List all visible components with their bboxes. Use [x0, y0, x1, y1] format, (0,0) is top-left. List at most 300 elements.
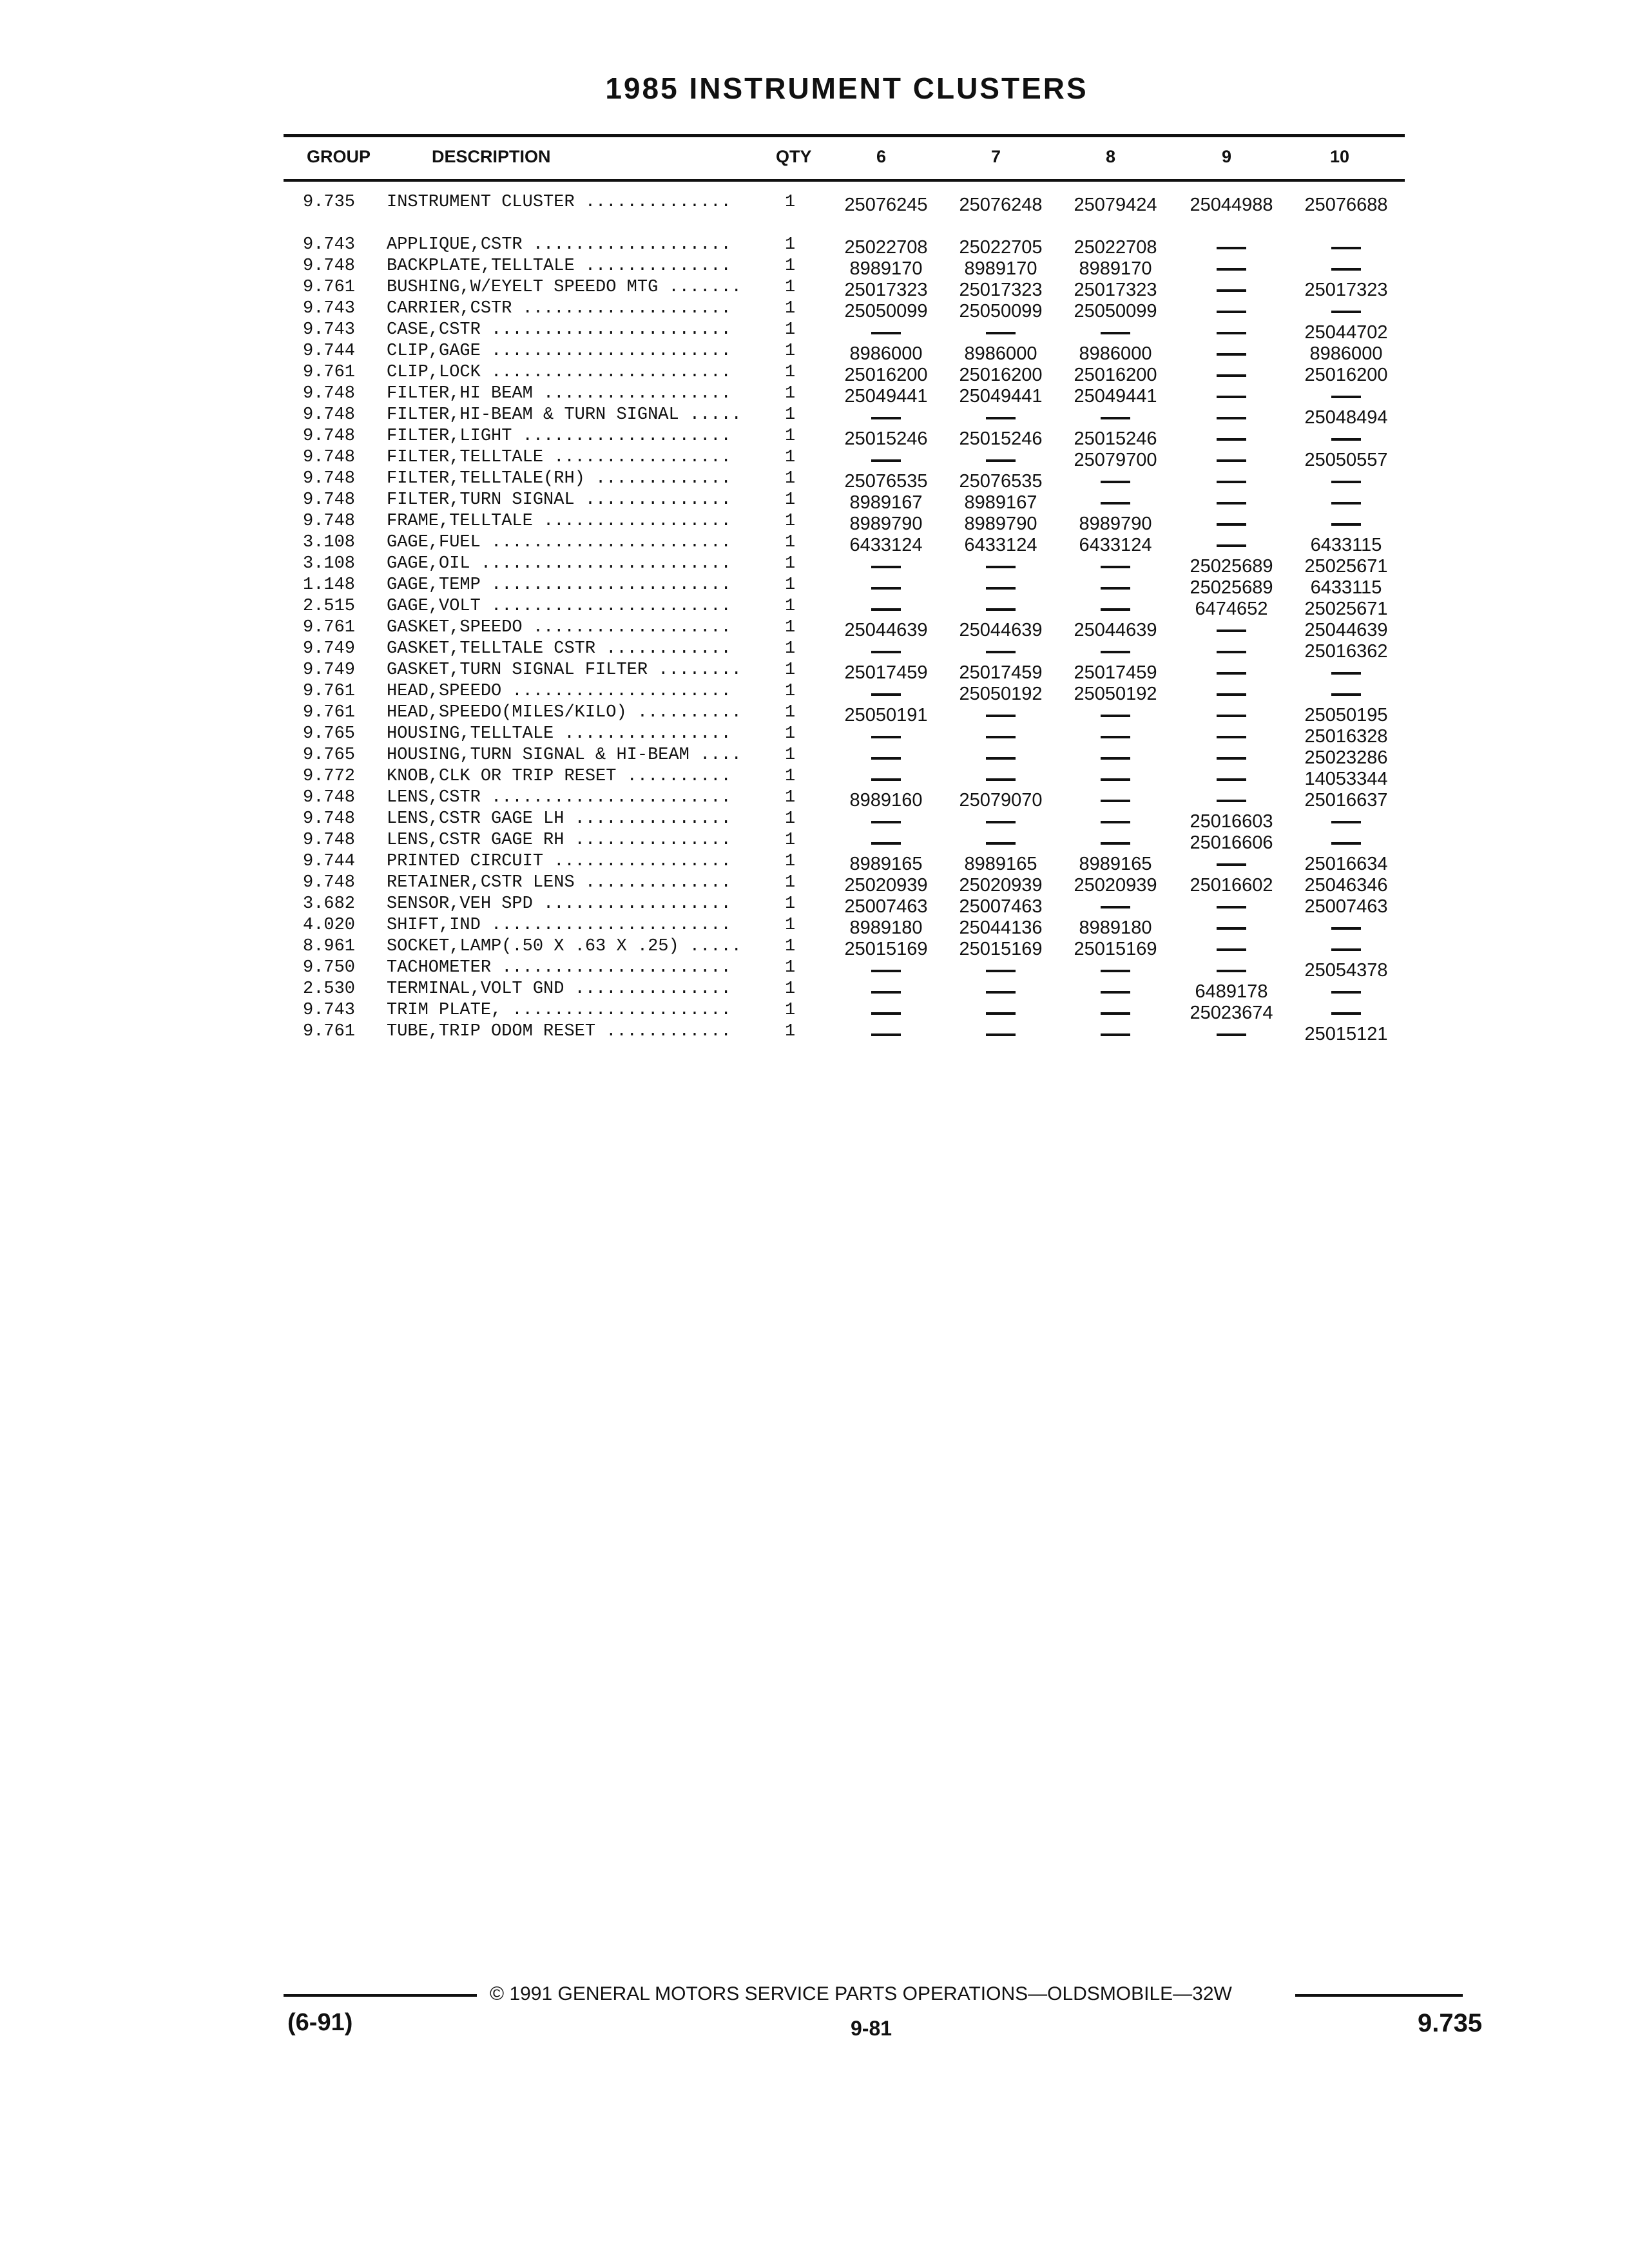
- dash-mark: [1217, 523, 1246, 526]
- no-part-dash: [1061, 471, 1170, 492]
- no-part-dash: [1061, 747, 1170, 768]
- dash-mark: [1101, 566, 1130, 568]
- row-qty: 1: [785, 256, 796, 276]
- part-number: 25022705: [959, 237, 1043, 258]
- dash-mark: [986, 566, 1016, 568]
- row-description: KNOB,CLK OR TRIP RESET ..........: [387, 767, 731, 786]
- dash-mark: [1101, 332, 1130, 334]
- no-part-dash: [946, 811, 1055, 832]
- no-part-dash: [1061, 705, 1170, 726]
- dash-mark: [986, 757, 1016, 760]
- dash-mark: [1217, 906, 1246, 908]
- no-part-dash: [1061, 599, 1170, 619]
- dash-mark: [986, 332, 1016, 334]
- part-number: 25050099: [844, 301, 928, 322]
- dash-mark: [1217, 757, 1246, 760]
- dash-mark: [1331, 311, 1361, 313]
- no-part-dash: [1177, 918, 1286, 938]
- row-group: 3.682: [303, 894, 356, 914]
- dash-mark: [1101, 651, 1130, 653]
- dash-mark: [1217, 459, 1246, 462]
- part-number: 25022708: [1074, 237, 1157, 258]
- row-qty: 1: [785, 916, 796, 935]
- footer-rule-right: [1295, 1994, 1463, 1997]
- part-number: 8986000: [1309, 343, 1383, 364]
- part-number: 25049441: [1074, 386, 1157, 407]
- dash-mark: [1101, 502, 1130, 505]
- dash-mark: [1217, 970, 1246, 972]
- part-number: 6433124: [964, 535, 1037, 555]
- no-part-dash: [831, 960, 941, 981]
- row-group: 8.961: [303, 937, 356, 956]
- part-number: 25016200: [1074, 365, 1157, 385]
- part-number: 25076245: [844, 195, 928, 215]
- dash-mark: [1217, 396, 1246, 398]
- row-group: 1.148: [303, 575, 356, 595]
- row-group: 9.748: [303, 256, 356, 276]
- no-part-dash: [831, 577, 941, 598]
- part-number: 25020939: [844, 875, 928, 896]
- part-number: 14053344: [1304, 769, 1388, 789]
- dash-mark: [1217, 374, 1246, 377]
- header-col-6: 6: [876, 147, 887, 166]
- row-qty: 1: [785, 745, 796, 765]
- row-group: 9.743: [303, 235, 356, 255]
- no-part-dash: [831, 726, 941, 747]
- dash-mark: [1331, 842, 1361, 845]
- row-description: BUSHING,W/EYELT SPEEDO MTG .......: [387, 278, 742, 297]
- row-qty: 1: [785, 533, 796, 552]
- row-group: 9.761: [303, 703, 356, 722]
- dash-mark: [871, 757, 901, 760]
- part-number: 25015246: [1074, 428, 1157, 449]
- page-title: 1985 INSTRUMENT CLUSTERS: [605, 72, 1088, 105]
- no-part-dash: [1291, 662, 1401, 683]
- dash-mark: [1331, 693, 1361, 696]
- row-group: 9.761: [303, 1022, 356, 1041]
- no-part-dash: [1291, 918, 1401, 938]
- no-part-dash: [1061, 322, 1170, 343]
- dash-mark: [871, 778, 901, 781]
- dash-mark: [1331, 672, 1361, 675]
- header-col-8: 8: [1106, 147, 1116, 166]
- dash-mark: [1101, 1012, 1130, 1015]
- no-part-dash: [1177, 662, 1286, 683]
- no-part-dash: [1061, 790, 1170, 811]
- no-part-dash: [1291, 386, 1401, 407]
- no-part-dash: [1177, 258, 1286, 279]
- part-number: 25054378: [1304, 960, 1388, 981]
- no-part-dash: [1177, 747, 1286, 768]
- dash-mark: [1101, 842, 1130, 845]
- no-part-dash: [1177, 450, 1286, 470]
- dash-mark: [1331, 523, 1361, 526]
- part-number: 25017323: [844, 280, 928, 300]
- dash-mark: [871, 736, 901, 738]
- row-group: 4.020: [303, 916, 356, 935]
- dash-mark: [1101, 1033, 1130, 1036]
- part-number: 25049441: [844, 386, 928, 407]
- dash-mark: [871, 566, 901, 568]
- part-number: 25044136: [959, 918, 1043, 938]
- no-part-dash: [1177, 705, 1286, 726]
- no-part-dash: [1061, 960, 1170, 981]
- header-col-10: 10: [1330, 147, 1350, 166]
- row-description: FILTER,HI BEAM ..................: [387, 384, 731, 403]
- part-number: 25016200: [1304, 365, 1388, 385]
- part-number: 25015169: [1074, 939, 1157, 959]
- row-group: 2.530: [303, 979, 356, 999]
- row-description: APPLIQUE,CSTR ...................: [387, 235, 731, 255]
- row-description: SHIFT,IND .......................: [387, 916, 731, 935]
- row-description: FILTER,TURN SIGNAL ..............: [387, 490, 731, 510]
- footer-page-number: 9-81: [851, 2017, 892, 2040]
- no-part-dash: [1291, 237, 1401, 258]
- row-qty: 1: [785, 235, 796, 255]
- dash-mark: [1217, 736, 1246, 738]
- no-part-dash: [831, 981, 941, 1002]
- part-number: 8989165: [849, 854, 923, 874]
- row-description: TERMINAL,VOLT GND ...............: [387, 979, 731, 999]
- part-number: 25025671: [1304, 556, 1388, 577]
- dash-mark: [986, 778, 1016, 781]
- dash-mark: [1101, 608, 1130, 611]
- row-group: 9.748: [303, 384, 356, 403]
- row-qty: 1: [785, 384, 796, 403]
- part-number: 25044639: [959, 620, 1043, 640]
- part-number: 25015169: [959, 939, 1043, 959]
- dash-mark: [1101, 715, 1130, 717]
- no-part-dash: [1177, 492, 1286, 513]
- part-number: 25079700: [1074, 450, 1157, 470]
- dash-mark: [1217, 778, 1246, 781]
- dash-mark: [986, 821, 1016, 823]
- no-part-dash: [831, 769, 941, 789]
- dash-mark: [871, 332, 901, 334]
- no-part-dash: [831, 599, 941, 619]
- no-part-dash: [1177, 1024, 1286, 1044]
- row-description: FILTER,HI-BEAM & TURN SIGNAL .....: [387, 405, 742, 425]
- no-part-dash: [946, 599, 1055, 619]
- part-number: 25050099: [959, 301, 1043, 322]
- row-description: CLIP,LOCK .......................: [387, 363, 731, 382]
- no-part-dash: [831, 747, 941, 768]
- row-qty: 1: [785, 618, 796, 637]
- no-part-dash: [1291, 684, 1401, 704]
- no-part-dash: [1061, 769, 1170, 789]
- part-number: 25050191: [844, 705, 928, 726]
- part-number: 25016637: [1304, 790, 1388, 811]
- dash-mark: [1217, 672, 1246, 675]
- header-col-9: 9: [1222, 147, 1232, 166]
- row-qty: 1: [785, 1022, 796, 1041]
- part-number: 25016362: [1304, 641, 1388, 662]
- no-part-dash: [946, 960, 1055, 981]
- dash-mark: [986, 736, 1016, 738]
- no-part-dash: [946, 769, 1055, 789]
- dash-mark: [1331, 247, 1361, 249]
- row-qty: 1: [785, 320, 796, 340]
- no-part-dash: [1177, 343, 1286, 364]
- row-description: CASE,CSTR .......................: [387, 320, 731, 340]
- no-part-dash: [1177, 471, 1286, 492]
- dash-mark: [1217, 544, 1246, 547]
- dash-mark: [871, 693, 901, 696]
- dash-mark: [1331, 268, 1361, 271]
- dash-mark: [1101, 800, 1130, 802]
- no-part-dash: [946, 832, 1055, 853]
- dash-mark: [1101, 736, 1130, 738]
- row-group: 9.748: [303, 469, 356, 488]
- row-group: 9.748: [303, 405, 356, 425]
- row-group: 9.744: [303, 852, 356, 871]
- row-group: 9.748: [303, 873, 356, 892]
- no-part-dash: [831, 811, 941, 832]
- part-number: 25020939: [1074, 875, 1157, 896]
- dash-mark: [1217, 800, 1246, 802]
- row-qty: 1: [785, 575, 796, 595]
- part-number: 25044702: [1304, 322, 1388, 343]
- row-qty: 1: [785, 724, 796, 744]
- part-number: 25016328: [1304, 726, 1388, 747]
- dash-mark: [1217, 502, 1246, 505]
- part-number: 8989790: [1079, 514, 1152, 534]
- dash-mark: [986, 715, 1016, 717]
- no-part-dash: [1177, 428, 1286, 449]
- row-group: 9.743: [303, 299, 356, 318]
- row-description: SENSOR,VEH SPD ..................: [387, 894, 731, 914]
- no-part-dash: [946, 981, 1055, 1002]
- dash-mark: [1217, 417, 1246, 419]
- dash-mark: [1101, 587, 1130, 590]
- row-description: TRIM PLATE, .....................: [387, 1001, 731, 1020]
- no-part-dash: [1177, 620, 1286, 640]
- no-part-dash: [1291, 471, 1401, 492]
- part-number: 8989790: [964, 514, 1037, 534]
- footer-rule-left: [284, 1994, 477, 1997]
- part-number: 25015169: [844, 939, 928, 959]
- part-number: 25044639: [1304, 620, 1388, 640]
- dash-mark: [871, 1012, 901, 1015]
- row-group: 9.735: [303, 193, 356, 212]
- no-part-dash: [1291, 832, 1401, 853]
- dash-mark: [1331, 1012, 1361, 1015]
- no-part-dash: [946, 1024, 1055, 1044]
- part-number: 25017459: [959, 662, 1043, 683]
- no-part-dash: [1061, 811, 1170, 832]
- row-description: CARRIER,CSTR ....................: [387, 299, 731, 318]
- row-description: FILTER,TELLTALE .................: [387, 448, 731, 467]
- part-number: 25016634: [1304, 854, 1388, 874]
- no-part-dash: [1291, 492, 1401, 513]
- dash-mark: [871, 821, 901, 823]
- part-number: 8986000: [849, 343, 923, 364]
- no-part-dash: [1291, 301, 1401, 322]
- no-part-dash: [1061, 641, 1170, 662]
- no-part-dash: [1177, 280, 1286, 300]
- dash-mark: [1101, 970, 1130, 972]
- part-number: 25025689: [1190, 556, 1273, 577]
- no-part-dash: [831, 641, 941, 662]
- no-part-dash: [831, 450, 941, 470]
- row-qty: 1: [785, 341, 796, 361]
- no-part-dash: [1061, 492, 1170, 513]
- dash-mark: [986, 651, 1016, 653]
- row-group: 2.515: [303, 597, 356, 616]
- row-qty: 1: [785, 554, 796, 573]
- row-group: 9.743: [303, 1001, 356, 1020]
- row-description: HEAD,SPEEDO(MILES/KILO) ..........: [387, 703, 742, 722]
- part-number: 25050192: [1074, 684, 1157, 704]
- part-number: 25017323: [1304, 280, 1388, 300]
- header-qty: QTY: [776, 147, 812, 166]
- row-qty: 1: [785, 788, 796, 807]
- row-qty: 1: [785, 1001, 796, 1020]
- row-group: 9.765: [303, 745, 356, 765]
- part-number: 8986000: [964, 343, 1037, 364]
- no-part-dash: [1061, 407, 1170, 428]
- row-qty: 1: [785, 894, 796, 914]
- dash-mark: [1101, 991, 1130, 994]
- row-qty: 1: [785, 809, 796, 829]
- no-part-dash: [1177, 365, 1286, 385]
- row-description: GASKET,TELLTALE CSTR ............: [387, 639, 731, 658]
- row-group: 9.761: [303, 618, 356, 637]
- part-number: 8989180: [849, 918, 923, 938]
- row-description: LENS,CSTR GAGE RH ...............: [387, 831, 731, 850]
- no-part-dash: [1061, 896, 1170, 917]
- part-number: 25016606: [1190, 832, 1273, 853]
- dash-mark: [1331, 927, 1361, 930]
- dash-mark: [1217, 289, 1246, 292]
- no-part-dash: [831, 407, 941, 428]
- part-number: 25016603: [1190, 811, 1273, 832]
- part-number: 8989170: [849, 258, 923, 279]
- row-qty: 1: [785, 958, 796, 977]
- row-qty: 1: [785, 469, 796, 488]
- part-number: 8989180: [1079, 918, 1152, 938]
- part-number: 25050099: [1074, 301, 1157, 322]
- no-part-dash: [1177, 769, 1286, 789]
- row-group: 9.750: [303, 958, 356, 977]
- dash-mark: [1101, 417, 1130, 419]
- dash-mark: [1217, 715, 1246, 717]
- dash-mark: [871, 842, 901, 845]
- row-description: TUBE,TRIP ODOM RESET ............: [387, 1022, 731, 1041]
- no-part-dash: [946, 641, 1055, 662]
- row-description: FRAME,TELLTALE ..................: [387, 512, 731, 531]
- part-number: 25048494: [1304, 407, 1388, 428]
- row-qty: 1: [785, 639, 796, 658]
- header-group: GROUP: [307, 147, 371, 166]
- no-part-dash: [1177, 684, 1286, 704]
- part-number: 6489178: [1195, 981, 1268, 1002]
- dash-mark: [1217, 438, 1246, 441]
- part-number: 25015246: [959, 428, 1043, 449]
- dash-mark: [986, 1012, 1016, 1015]
- row-description: INSTRUMENT CLUSTER ..............: [387, 193, 731, 212]
- dash-mark: [1217, 481, 1246, 483]
- dash-mark: [1217, 629, 1246, 632]
- dash-mark: [1217, 332, 1246, 334]
- row-group: 9.748: [303, 512, 356, 531]
- no-part-dash: [1177, 514, 1286, 534]
- dash-mark: [871, 587, 901, 590]
- row-group: 9.748: [303, 448, 356, 467]
- row-description: CLIP,GAGE .......................: [387, 341, 731, 361]
- row-qty: 1: [785, 448, 796, 467]
- dash-mark: [871, 459, 901, 462]
- part-number: 25016602: [1190, 875, 1273, 896]
- no-part-dash: [946, 1003, 1055, 1023]
- part-number: 25044988: [1190, 195, 1273, 215]
- row-description: LENS,CSTR GAGE LH ...............: [387, 809, 731, 829]
- row-qty: 1: [785, 299, 796, 318]
- no-part-dash: [946, 705, 1055, 726]
- row-description: SOCKET,LAMP(.50 X .63 X .25) .....: [387, 937, 742, 956]
- row-description: HEAD,SPEEDO .....................: [387, 682, 731, 701]
- row-description: GAGE,OIL ........................: [387, 554, 731, 573]
- dash-mark: [1217, 693, 1246, 696]
- no-part-dash: [1177, 939, 1286, 959]
- row-qty: 1: [785, 427, 796, 446]
- no-part-dash: [1177, 301, 1286, 322]
- dash-mark: [1101, 778, 1130, 781]
- no-part-dash: [1291, 258, 1401, 279]
- row-description: HOUSING,TELLTALE ................: [387, 724, 731, 744]
- row-qty: 1: [785, 490, 796, 510]
- row-group: 9.761: [303, 363, 356, 382]
- part-number: 8989170: [964, 258, 1037, 279]
- part-number: 25023674: [1190, 1003, 1273, 1023]
- no-part-dash: [1291, 981, 1401, 1002]
- row-group: 9.748: [303, 809, 356, 829]
- part-number: 25050195: [1304, 705, 1388, 726]
- dash-mark: [871, 651, 901, 653]
- part-number: 25016200: [844, 365, 928, 385]
- no-part-dash: [831, 322, 941, 343]
- part-number: 25015121: [1304, 1024, 1388, 1044]
- part-number: 25044639: [1074, 620, 1157, 640]
- part-number: 25017459: [844, 662, 928, 683]
- header-col-7: 7: [991, 147, 1001, 166]
- dash-mark: [1217, 353, 1246, 356]
- dash-mark: [1217, 948, 1246, 951]
- header-description: DESCRIPTION: [432, 147, 551, 166]
- no-part-dash: [946, 747, 1055, 768]
- part-number: 8989790: [849, 514, 923, 534]
- no-part-dash: [831, 832, 941, 853]
- dash-mark: [871, 991, 901, 994]
- no-part-dash: [946, 322, 1055, 343]
- part-number: 25076688: [1304, 195, 1388, 215]
- part-number: 25079070: [959, 790, 1043, 811]
- footer-group-number: 9.735: [1418, 2009, 1483, 2037]
- no-part-dash: [831, 1024, 941, 1044]
- row-group: 9.748: [303, 427, 356, 446]
- row-group: 3.108: [303, 533, 356, 552]
- part-number: 25046346: [1304, 875, 1388, 896]
- row-group: 9.748: [303, 788, 356, 807]
- dash-mark: [871, 417, 901, 419]
- part-number: 25076535: [959, 471, 1043, 492]
- row-description: TACHOMETER ......................: [387, 958, 731, 977]
- dash-mark: [1331, 502, 1361, 505]
- part-number: 8989170: [1079, 258, 1152, 279]
- dash-mark: [986, 459, 1016, 462]
- part-number: 25076248: [959, 195, 1043, 215]
- footer-date: (6-91): [287, 2009, 353, 2036]
